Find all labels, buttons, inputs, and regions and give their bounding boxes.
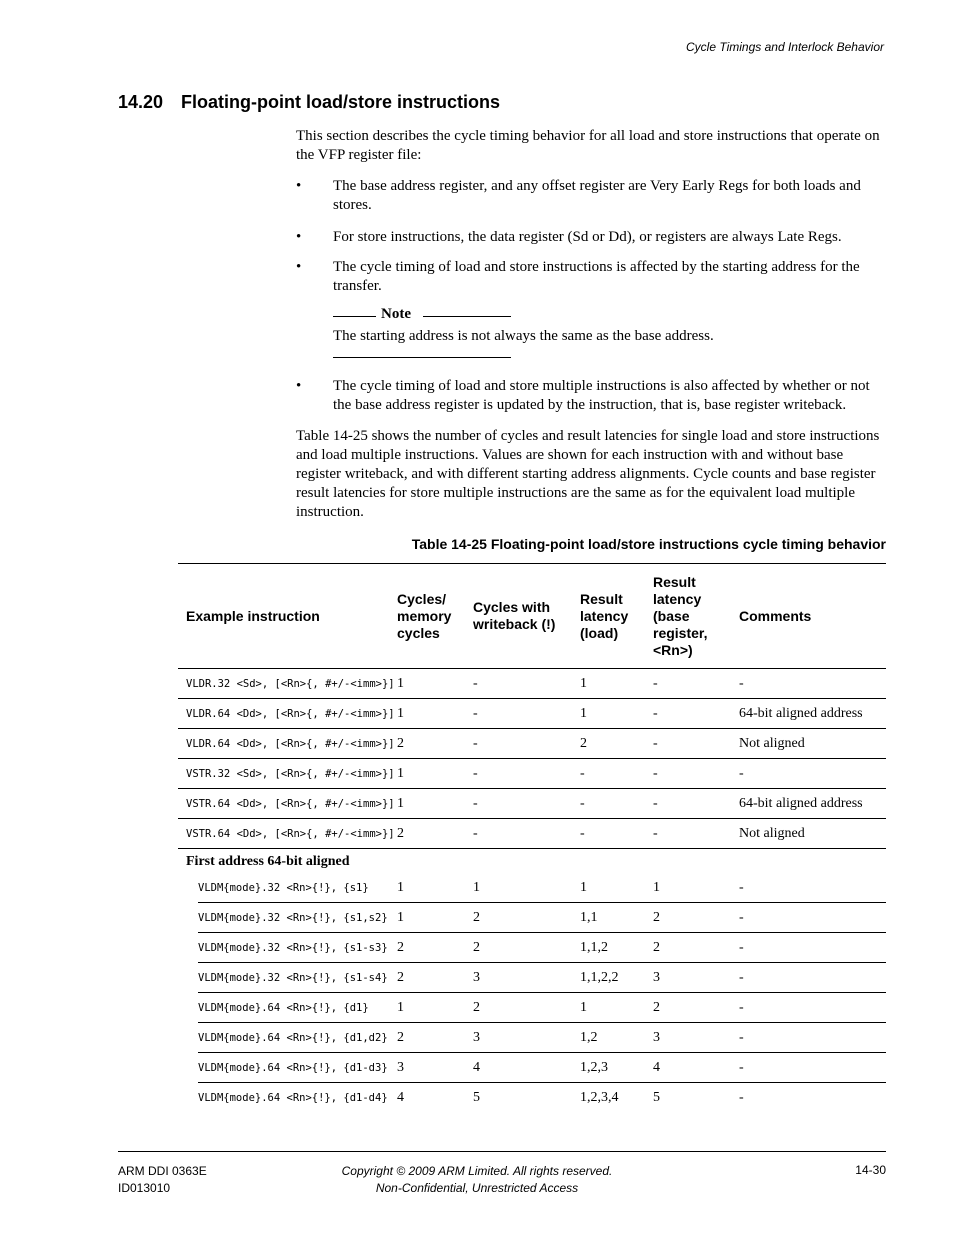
footer-legal — [0, 1163, 954, 1197]
bullet-item-1: • The base address register, and any offset register are Very Early Regs for both loads and stores. — [296, 178, 861, 213]
note-header — [333, 306, 511, 326]
bullet-item-2: • For store instructions, the data register (Sd or Dd), or registers are always Late Regs. — [296, 229, 842, 245]
table-row: VSTR.64 <Dd>, [<Rn>{, #+/-<imm>}] 1 - - - 64-bit aligned address — [178, 789, 886, 819]
intro-paragraph: This section describes the cycle timing behavior for all load and store instructions that operate on the VFP register file: — [296, 128, 880, 163]
table-row: VSTR.64 <Dd>, [<Rn>{, #+/-<imm>}] 2 - - - Not aligned — [178, 819, 886, 849]
footer-doc-id: ARM DDI 0363E — [118, 1164, 207, 1178]
note-rule-right — [423, 316, 511, 317]
bullet-glyph: • — [296, 178, 302, 194]
table-row: VLDM{mode}.32 <Rn>{!}, {s1-s4} 2 3 1,1,2,2 3 - — [178, 963, 886, 993]
note-text: The starting address is not always the same as the base address. — [333, 328, 714, 344]
note-rule-left — [333, 316, 376, 317]
header-example-instruction: Example instruction — [178, 564, 397, 669]
footer-copyright: Copyright © 2009 ARM Limited. All rights reserved. — [341, 1164, 613, 1178]
footer-doc-code: ID013010 — [118, 1181, 171, 1195]
table-group-row — [178, 849, 886, 876]
section-number: 14.20 — [118, 92, 164, 112]
table-row: VLDM{mode}.64 <Rn>{!}, {d1,d2} 2 3 1,2 3 - — [178, 1023, 886, 1053]
header-cycles: Cycles/ memory cycles — [397, 564, 473, 669]
table-row: VSTR.32 <Sd>, [<Rn>{, #+/-<imm>}] 1 - - - - — [178, 759, 886, 789]
bullet-glyph: • — [296, 378, 302, 394]
table-row: VLDM{mode}.64 <Rn>{!}, {d1-d3} 3 4 1,2,3 4 - — [178, 1053, 886, 1083]
table-row: VLDM{mode}.64 <Rn>{!}, {d1-d4} 4 5 1,2,3,4 5 - — [198, 1089, 744, 1105]
table-row: VLDM{mode}.32 <Rn>{!}, {s1} 1 1 1 1 - — [178, 873, 886, 903]
table-row: VLDR.64 <Dd>, [<Rn>{, #+/-<imm>}] 2 - 2 - Not aligned — [178, 729, 886, 759]
footer-rule — [118, 1151, 886, 1152]
footer-page-number: 14-30 — [855, 1163, 886, 1177]
table-header-row — [178, 564, 886, 669]
header-cycles-writeback: Cycles with writeback (!) — [473, 564, 580, 669]
note-label: Note — [381, 306, 411, 322]
header-result-latency-base: Result latency (base register, <Rn>) — [653, 564, 739, 669]
bullet-item-3: • The cycle timing of load and store instructions is affected by the starting address for the transfer. — [296, 259, 860, 294]
table-row: VLDR.64 <Dd>, [<Rn>{, #+/-<imm>}] 1 - 1 - 64-bit aligned address — [178, 699, 886, 729]
table-row: VLDR.32 <Sd>, [<Rn>{, #+/-<imm>}] 1 - 1 - - — [178, 669, 886, 699]
group-label: First address 64-bit aligned — [186, 854, 350, 869]
bullet-glyph: • — [296, 229, 302, 245]
footer-access: Non-Confidential, Unrestricted Access — [375, 1181, 579, 1195]
bullet-glyph: • — [296, 259, 302, 275]
header-result-latency-load: Result latency (load) — [580, 564, 653, 669]
bullet-item-4: • The cycle timing of load and store multiple instructions is also affected by whether or not the base address register is updated by the instruction, that is, base register writeback. — [296, 378, 870, 413]
table-row: VLDM{mode}.64 <Rn>{!}, {d1} 1 2 1 2 - — [178, 993, 886, 1023]
table-caption: Table 14-25 Floating-point load/store instructions cycle timing behavior — [411, 536, 886, 552]
cycle-timing-table-group — [178, 873, 886, 1112]
table-row: VLDM{mode}.32 <Rn>{!}, {s1,s2} 1 2 1,1 2 - — [178, 903, 886, 933]
table-intro-paragraph: Table 14-25 shows the number of cycles and result latencies for single load and store instructions and load multiple instructions. Values are shown for each instruction with and without base register writeback, and with different starting address alignments. Cycle counts and base register result latencies for store multiple instructions are the same as for the equivalent load multiple instruction. — [296, 428, 880, 520]
section-title: Floating-point load/store instructions — [181, 92, 500, 112]
header-comments: Comments — [739, 564, 886, 669]
cycle-timing-table — [178, 563, 886, 904]
note-bottom-rule — [333, 357, 511, 358]
table-row: VLDM{mode}.32 <Rn>{!}, {s1-s3} 2 2 1,1,2 2 - — [178, 933, 886, 963]
section-heading — [118, 92, 500, 113]
running-header: Cycle Timings and Interlock Behavior — [686, 40, 884, 54]
